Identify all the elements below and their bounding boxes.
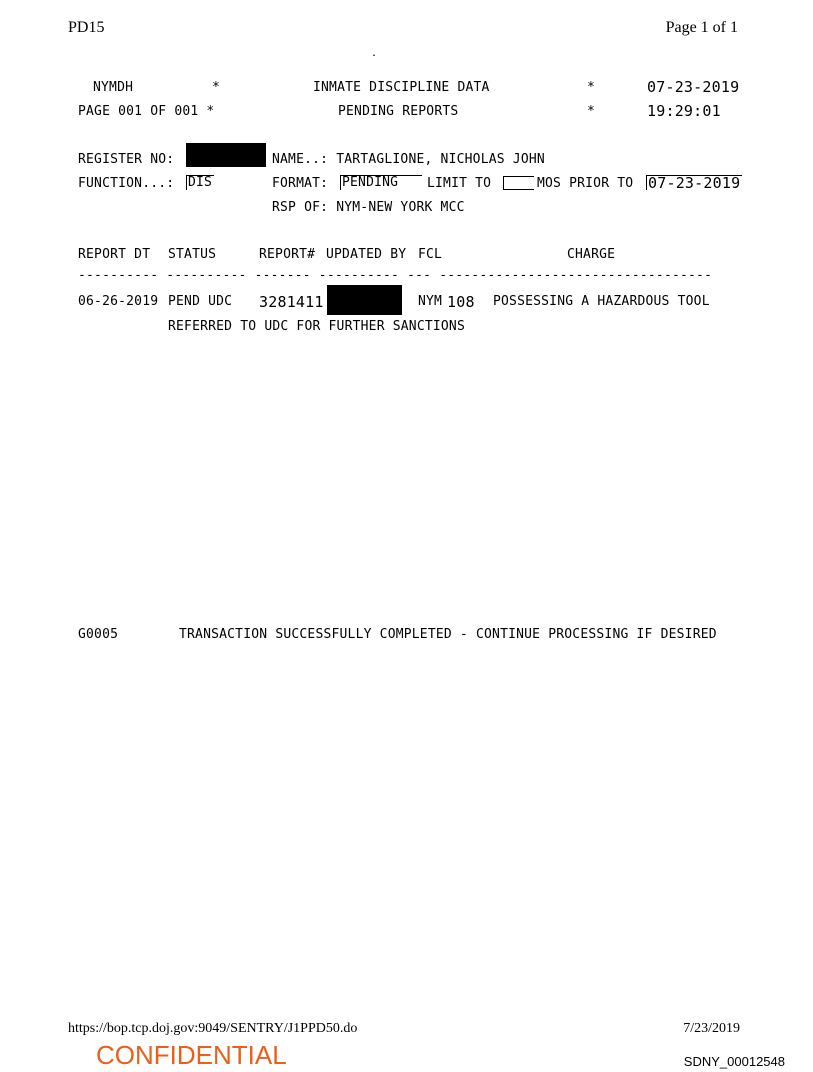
row-report-number: 3281411 <box>259 293 324 311</box>
col-updated-by: UPDATED BY <box>326 247 407 262</box>
row-status: PEND UDC <box>168 294 233 309</box>
row-fcl: NYM <box>418 294 443 309</box>
screen-date: 07-23-2019 <box>647 78 740 96</box>
limit-months-box <box>503 176 534 190</box>
screen-title: INMATE DISCIPLINE DATA <box>313 80 490 95</box>
star-2: * <box>587 80 596 95</box>
format-field[interactable] <box>340 175 422 190</box>
col-report-dt: REPORT DT <box>78 247 151 262</box>
function-label: FUNCTION...: <box>78 176 175 191</box>
limit-months-field[interactable] <box>503 176 534 192</box>
prior-date-value: 07-23-2019 <box>648 174 741 192</box>
star-1: * <box>212 80 221 95</box>
column-separator: ---------- ---------- ------- ---------- --- ---------------------------------- <box>78 268 713 283</box>
rsp-of: RSP OF: NYM-NEW YORK MCC <box>272 200 465 215</box>
mos-prior-label: MOS PRIOR TO <box>537 176 634 191</box>
prior-date-field[interactable] <box>646 174 742 192</box>
bates-number: SDNY_00012548 <box>683 1054 785 1069</box>
row-charge-code: 108 <box>447 293 475 311</box>
stray-dot: . <box>371 48 378 59</box>
redacted-updated-by <box>327 285 402 315</box>
row-charge: POSSESSING A HAZARDOUS TOOL <box>493 294 710 309</box>
page-code: PD15 <box>68 19 105 36</box>
row-note: REFERRED TO UDC FOR FURTHER SANCTIONS <box>168 319 465 334</box>
limit-label: LIMIT TO <box>427 176 492 191</box>
format-value: PENDING <box>340 175 422 190</box>
redacted-register-number <box>186 143 266 167</box>
confidential-stamp: CONFIDENTIAL <box>96 1040 287 1070</box>
system-id: NYMDH <box>93 80 134 95</box>
source-url: https://bop.tcp.doj.gov:9049/SENTRY/J1PPD50.do <box>68 1021 358 1036</box>
col-fcl: FCL <box>418 247 443 262</box>
screen-time: 19:29:01 <box>647 102 721 120</box>
status-message: TRANSACTION SUCCESSFULLY COMPLETED - CONTINUE PROCESSING IF DESIRED <box>179 627 717 642</box>
inmate-name: NAME..: TARTAGLIONE, NICHOLAS JOHN <box>272 152 545 167</box>
col-report-no: REPORT# <box>259 247 316 262</box>
print-date: 7/23/2019 <box>683 1021 740 1036</box>
page-indicator: PAGE 001 OF 001 * <box>78 104 215 119</box>
screen-subtitle: PENDING REPORTS <box>338 104 459 119</box>
page-count: Page 1 of 1 <box>665 19 738 36</box>
format-label: FORMAT: <box>272 176 329 191</box>
function-field[interactable] <box>186 175 214 190</box>
col-status: STATUS <box>168 247 217 262</box>
register-label: REGISTER NO: <box>78 152 175 167</box>
function-value: DIS <box>188 175 213 190</box>
message-code: G0005 <box>78 627 119 642</box>
row-date: 06-26-2019 <box>78 294 159 309</box>
col-charge: CHARGE <box>567 247 616 262</box>
star-3: * <box>587 104 596 119</box>
